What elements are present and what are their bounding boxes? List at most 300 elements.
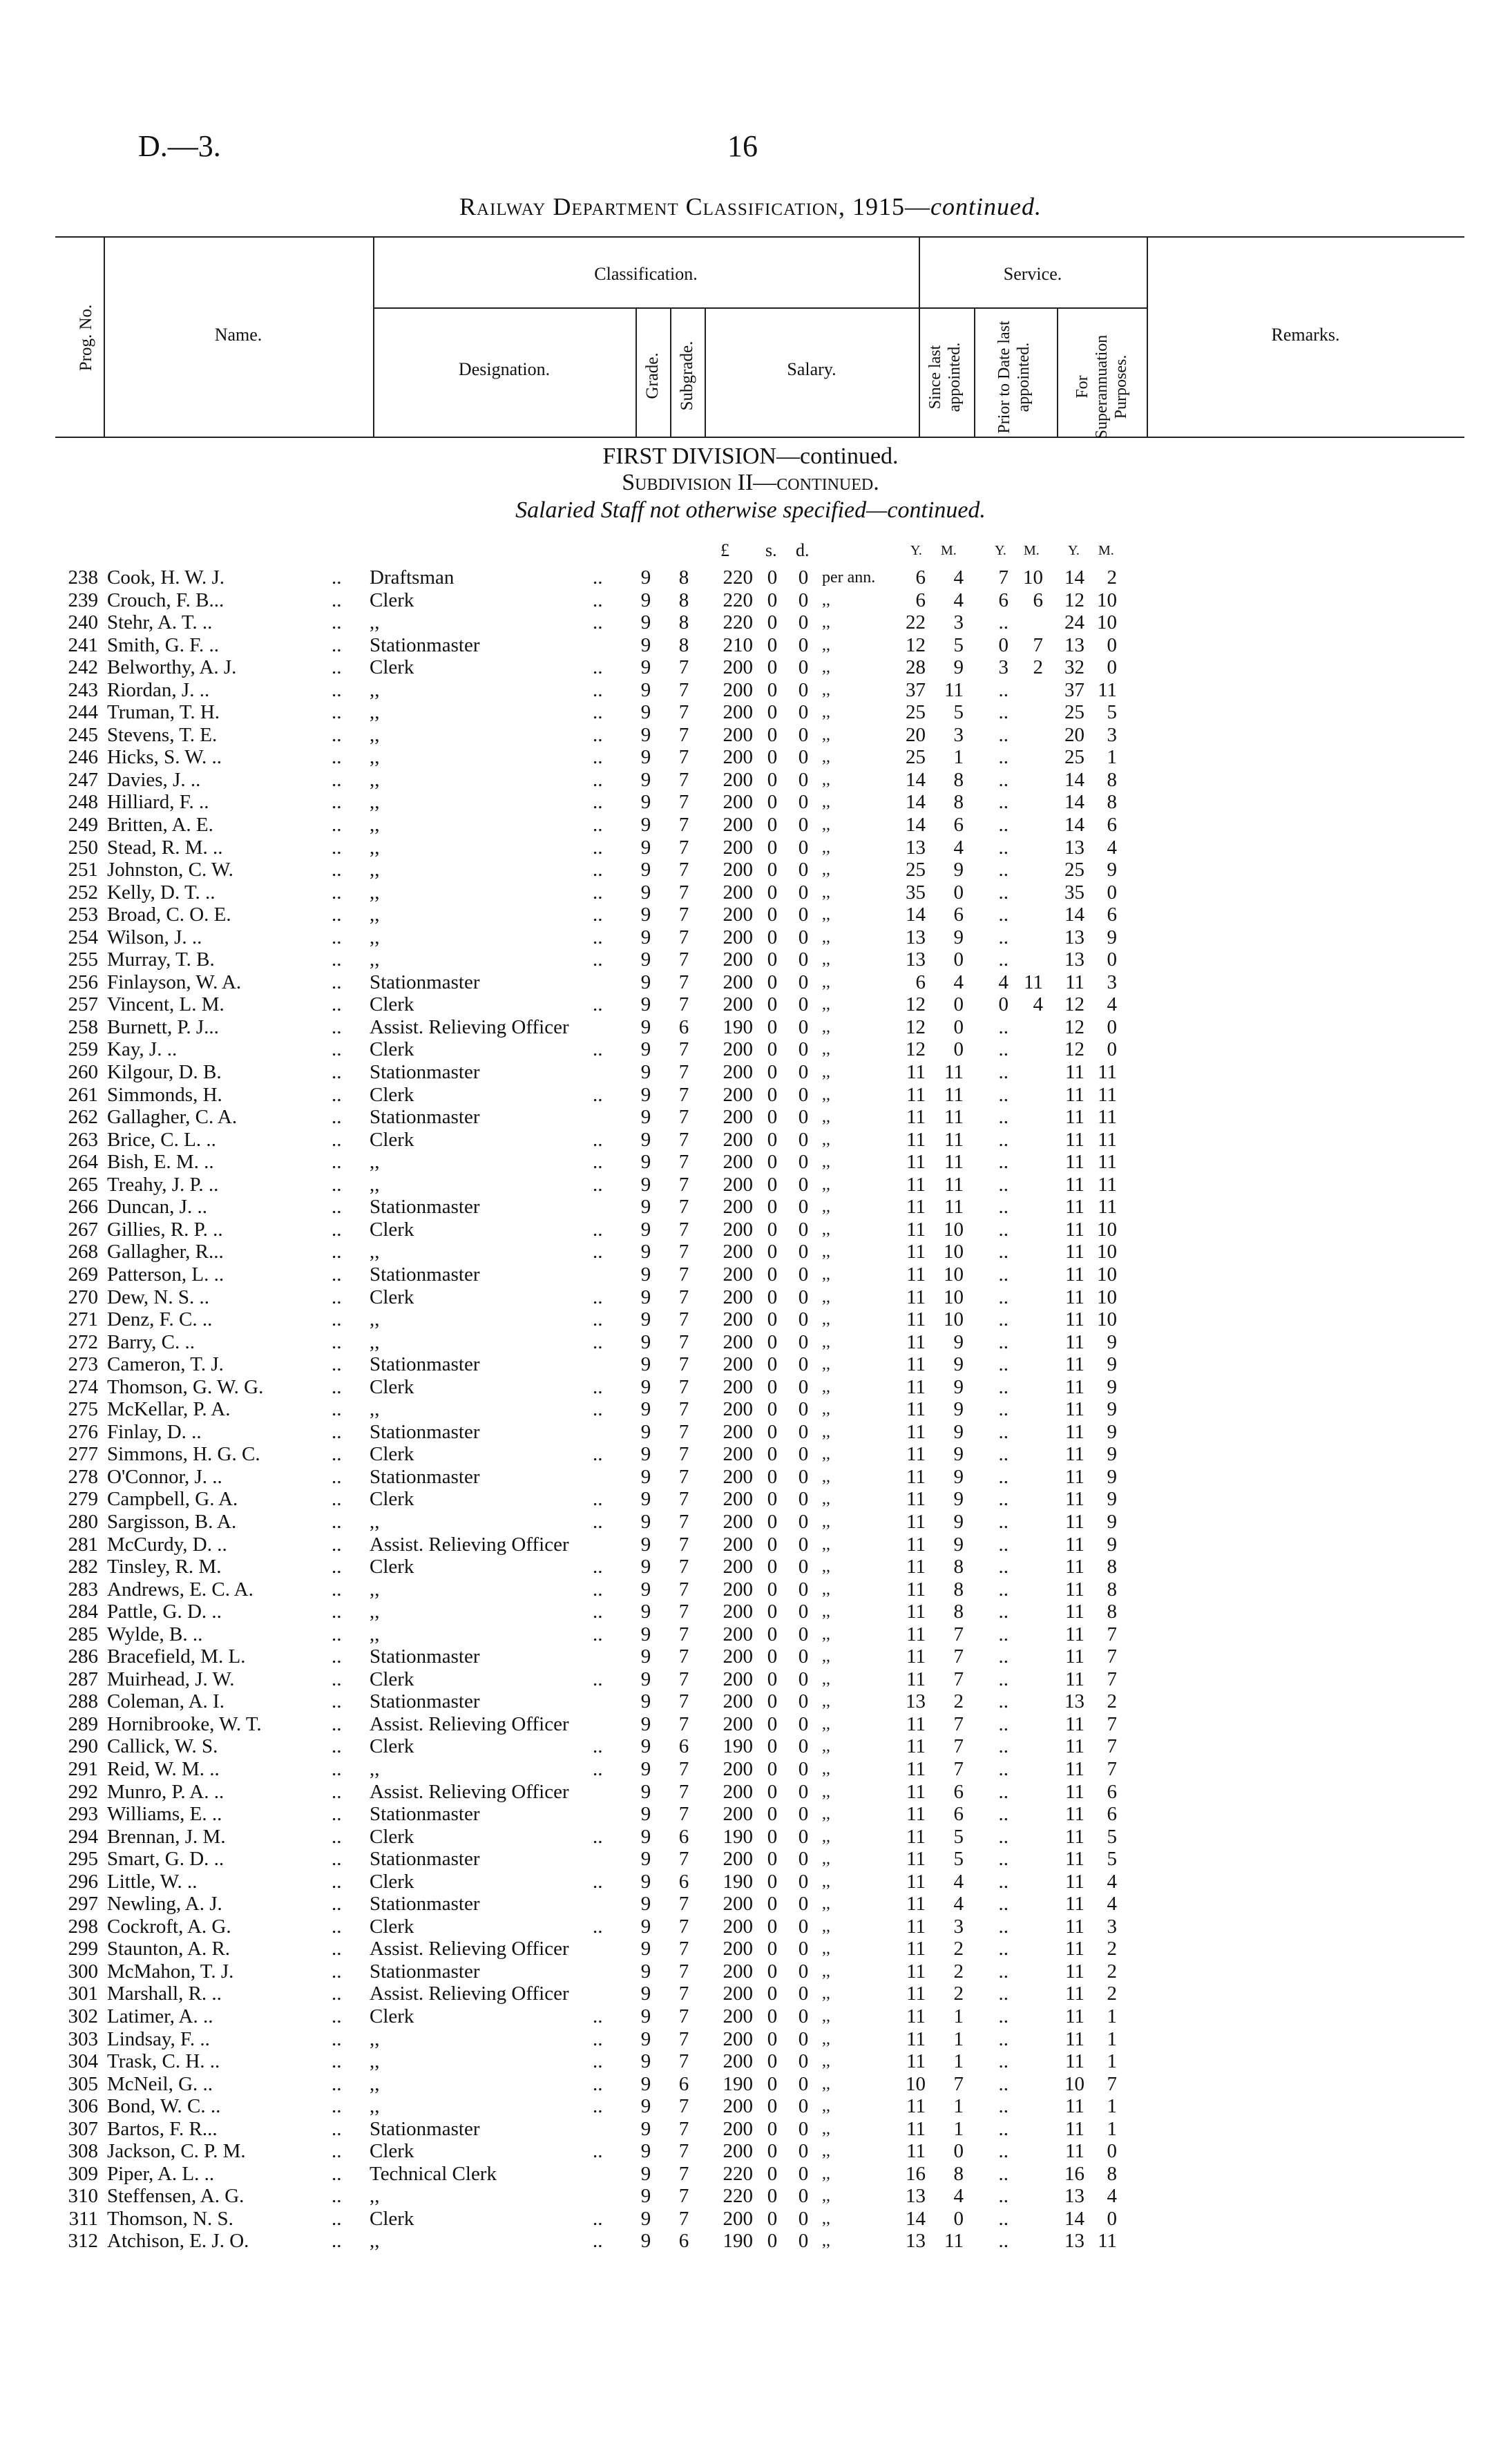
salary-period: ,,: [822, 2119, 830, 2138]
designation: ,,: [370, 2072, 380, 2095]
since-last-months: 7: [953, 1623, 964, 1645]
subgrade: 7: [678, 1690, 689, 1713]
grade: 9: [640, 1308, 651, 1331]
name: Kelly, D. T. ..: [107, 881, 216, 904]
salary-pounds: 200: [723, 1645, 753, 1668]
super-years: 11: [1065, 1420, 1084, 1443]
prior-years: ..: [998, 904, 1008, 926]
leader-dots: ..: [332, 881, 342, 904]
subgrade: 7: [678, 1061, 689, 1084]
salary-pounds: 200: [723, 2050, 753, 2073]
since-last-months: 0: [953, 1038, 964, 1061]
name: Hornibrooke, W. T.: [107, 1712, 262, 1735]
subgrade: 7: [678, 1173, 689, 1196]
table-row: [0, 1353, 1501, 1376]
since-last-months: 10: [944, 1286, 964, 1308]
salary-pounds: 200: [723, 1780, 753, 1803]
subgrade: 7: [678, 678, 689, 701]
prior-years: ..: [998, 1960, 1008, 1983]
prog-no: 242: [68, 656, 98, 679]
leader-dots: ..: [593, 926, 603, 948]
table-row: [0, 611, 1501, 634]
name: Steffensen, A. G.: [107, 2185, 245, 2208]
name: Muirhead, J. W.: [107, 1668, 235, 1690]
since-last-months: 1: [953, 2027, 964, 2050]
table-row: [0, 1690, 1501, 1713]
leader-dots: ..: [332, 814, 342, 837]
prog-no: 256: [68, 971, 98, 993]
super-months: 11: [1098, 1061, 1117, 1084]
salary-pence: 0: [798, 2095, 809, 2118]
salary-shillings: 0: [767, 2072, 778, 2095]
leader-dots: ..: [332, 1623, 342, 1645]
table-row: [0, 1263, 1501, 1286]
table-row: [0, 2073, 1501, 2096]
salary-pounds: 200: [723, 2095, 753, 2118]
designation: ,,: [370, 1623, 380, 1645]
designation: Stationmaster: [370, 1420, 480, 1443]
salary-period: ,,: [822, 2164, 830, 2183]
salary-pounds: 200: [723, 1757, 753, 1780]
salary-pence: 0: [798, 1578, 809, 1601]
prior-years: ..: [998, 1308, 1008, 1331]
designation: ,,: [370, 1601, 380, 1623]
salary-pounds: 200: [723, 1420, 753, 1443]
prog-no: 284: [68, 1601, 98, 1623]
salary-pence: 0: [798, 1398, 809, 1421]
salary-period: ,,: [822, 658, 830, 677]
super-years: 11: [1065, 1128, 1084, 1151]
super-months: 1: [1107, 2027, 1117, 2050]
since-last-years: 11: [906, 1510, 926, 1533]
prog-no: 282: [68, 1556, 98, 1578]
salary-pounds: 200: [723, 1151, 753, 1174]
salary-pence: 0: [798, 2027, 809, 2050]
leader-dots: ..: [332, 566, 342, 589]
subgrade: 7: [678, 1308, 689, 1331]
grade: 9: [640, 1443, 651, 1466]
table-row: [0, 1556, 1501, 1578]
salary-pounds: 190: [723, 2072, 753, 2095]
salary-shillings: 0: [767, 2140, 778, 2163]
prior-years: ..: [998, 1241, 1008, 1263]
prog-no-header: Prog. No.: [77, 304, 95, 372]
designation: Clerk: [370, 1443, 414, 1466]
since-last-months: 7: [953, 1645, 964, 1668]
designation: Stationmaster: [370, 2117, 480, 2140]
prior-years: 7: [998, 566, 1008, 589]
prog-no: 272: [68, 1330, 98, 1353]
salary-pounds: 200: [723, 2117, 753, 2140]
salary-pounds: 200: [723, 1488, 753, 1511]
since-last-months: 8: [953, 1601, 964, 1623]
since-last-years: 11: [906, 1915, 926, 1938]
subgrade: 8: [678, 566, 689, 589]
salary-shillings: 0: [767, 1915, 778, 1938]
salary-period: ,,: [822, 1850, 830, 1869]
since-last-years: 11: [906, 1960, 926, 1983]
salary-shillings: 0: [767, 1938, 778, 1960]
since-last-years: 20: [906, 723, 926, 746]
leader-dots: ..: [332, 1061, 342, 1084]
salary-pence: 0: [798, 1173, 809, 1196]
since-last-months: 4: [953, 1893, 964, 1916]
leader-dots: ..: [332, 1893, 342, 1916]
leader-dots: ..: [593, 1578, 603, 1601]
designation: ,,: [370, 1330, 380, 1353]
since-last-years: 11: [906, 1398, 926, 1421]
leader-dots: ..: [593, 2095, 603, 2118]
salary-pence: 0: [798, 1286, 809, 1308]
leader-dots: ..: [593, 2050, 603, 2073]
prior-years: ..: [998, 1443, 1008, 1466]
salary-shillings: 0: [767, 904, 778, 926]
salary-pence: 0: [798, 1870, 809, 1893]
since-last-years: 11: [906, 1668, 926, 1690]
leader-dots: ..: [593, 1398, 603, 1421]
salary-pounds: 200: [723, 1578, 753, 1601]
salary-pence: 0: [798, 1938, 809, 1960]
since-last-years: 16: [906, 2162, 926, 2185]
grade: 9: [640, 1151, 651, 1174]
prog-no: 273: [68, 1353, 98, 1376]
subgrade: 7: [678, 1848, 689, 1871]
salary-period: ,,: [822, 973, 830, 991]
salary-shillings: 0: [767, 1038, 778, 1061]
designation: Stationmaster: [370, 1960, 480, 1983]
leader-dots: ..: [332, 1601, 342, 1623]
since-last-years: 11: [906, 1757, 926, 1780]
subgrade: 7: [678, 1038, 689, 1061]
since-last-months: 3: [953, 611, 964, 634]
salary-pounds: 200: [723, 1308, 753, 1331]
super-years: 12: [1064, 589, 1084, 611]
prior-years: ..: [998, 2072, 1008, 2095]
salary-shillings: 0: [767, 1083, 778, 1106]
salary-pounds: 190: [723, 1015, 753, 1038]
subgrade-header: Subgrade.: [678, 341, 696, 411]
salary-pounds: 200: [723, 1330, 753, 1353]
designation: ,,: [370, 1398, 380, 1421]
designation: ,,: [370, 2050, 380, 2073]
salary-period: ,,: [822, 725, 830, 744]
salary-shillings: 0: [767, 1578, 778, 1601]
grade: 9: [640, 701, 651, 724]
designation: ,,: [370, 881, 380, 904]
name: Bish, E. M. ..: [107, 1151, 214, 1174]
salary-pence: 0: [798, 1151, 809, 1174]
salary-pence: 0: [798, 1015, 809, 1038]
prog-no: 299: [68, 1938, 98, 1960]
salary-shillings: 0: [767, 746, 778, 769]
leader-dots: ..: [593, 1870, 603, 1893]
prior-years: ..: [998, 2027, 1008, 2050]
grade: 9: [640, 1601, 651, 1623]
salary-pence: 0: [798, 1556, 809, 1578]
salary-period: ,,: [822, 1535, 830, 1554]
salary-pence: 0: [798, 2230, 809, 2253]
salary-period: ,,: [822, 2097, 830, 2116]
name: Andrews, E. C. A.: [107, 1578, 254, 1601]
table-row: [0, 679, 1501, 702]
prior-years: ..: [998, 2207, 1008, 2230]
subgrade: 7: [678, 1645, 689, 1668]
leader-dots: ..: [593, 723, 603, 746]
leader-dots: ..: [332, 656, 342, 679]
designation: ,,: [370, 836, 380, 859]
table-row: [0, 1601, 1501, 1623]
table-row: [0, 2163, 1501, 2186]
salary-pounds: 200: [723, 746, 753, 769]
prior-years: ..: [998, 2185, 1008, 2208]
subgrade: 7: [678, 836, 689, 859]
since-last-months: 9: [953, 1443, 964, 1466]
super-years: 11: [1065, 1173, 1084, 1196]
salary-pounds: 200: [723, 1533, 753, 1556]
since-last-months: 4: [953, 566, 964, 589]
prog-no: 290: [68, 1735, 98, 1758]
name: Thomson, N. S.: [107, 2207, 233, 2230]
subgrade: 7: [678, 2162, 689, 2185]
designation: Stationmaster: [370, 1803, 480, 1826]
salary-pounds: 200: [723, 1983, 753, 2005]
table-row: [0, 1241, 1501, 1263]
since-last-months: 1: [953, 746, 964, 769]
name: Murray, T. B.: [107, 948, 215, 971]
prior-years: ..: [998, 1623, 1008, 1645]
salary-pence: 0: [798, 948, 809, 971]
salary-pence: 0: [798, 1106, 809, 1129]
subgrade: 7: [678, 1241, 689, 1263]
prior-years: ..: [998, 1151, 1008, 1174]
grade: 9: [640, 678, 651, 701]
since-last-years: 6: [915, 566, 926, 589]
prior-years: 6: [998, 589, 1008, 611]
leader-dots: ..: [593, 1601, 603, 1623]
salary-shillings: 0: [767, 993, 778, 1016]
salary-pence: 0: [798, 1218, 809, 1241]
name: Piper, A. L. ..: [107, 2162, 215, 2185]
salary-period: ,,: [822, 883, 830, 901]
salary-shillings: 0: [767, 1848, 778, 1871]
salary-period: ,,: [822, 1310, 830, 1329]
table-row: [0, 1826, 1501, 1849]
prog-no: 312: [68, 2230, 98, 2253]
designation: Assist. Relieving Officer: [370, 1533, 569, 1556]
name: Jackson, C. P. M.: [107, 2140, 246, 2163]
salary-pounds: 200: [723, 1510, 753, 1533]
leader-dots: ..: [332, 1038, 342, 1061]
salary-shillings: 0: [767, 2230, 778, 2253]
super-years: 11: [1065, 2027, 1084, 2050]
salary-period: ,,: [822, 1288, 830, 1306]
grade: 9: [640, 1983, 651, 2005]
prior-years: 4: [998, 971, 1008, 993]
leader-dots: ..: [593, 948, 603, 971]
super-months: 10: [1097, 1286, 1117, 1308]
grade: 9: [640, 881, 651, 904]
prog-no: 275: [68, 1398, 98, 1421]
table-row: [0, 566, 1501, 589]
leader-dots: ..: [593, 1308, 603, 1331]
table-row: [0, 1960, 1501, 1983]
since-last-years: 28: [906, 656, 926, 679]
designation: Stationmaster: [370, 1893, 480, 1916]
salary-period: ,,: [822, 838, 830, 857]
super-years: 16: [1064, 2162, 1084, 2185]
designation: Draftsman: [370, 566, 455, 589]
salary-pounds: 200: [723, 1398, 753, 1421]
salary-pounds: 200: [723, 1690, 753, 1713]
salary-pounds: 190: [723, 1735, 753, 1758]
designation: Stationmaster: [370, 1061, 480, 1084]
months-unit: M.: [941, 543, 957, 558]
salary-pence: 0: [798, 1735, 809, 1758]
since-last-months: 10: [944, 1308, 964, 1331]
prog-no: 276: [68, 1420, 98, 1443]
classification-header: Classification.: [594, 264, 698, 284]
designation: Technical Clerk: [370, 2162, 497, 2185]
leader-dots: ..: [593, 746, 603, 769]
since-last-years: 11: [906, 1286, 926, 1308]
since-last-years: 11: [906, 1353, 926, 1376]
salary-pounds: 200: [723, 859, 753, 881]
designation: ,,: [370, 611, 380, 634]
salary-pounds: 200: [723, 1286, 753, 1308]
table-row: [0, 1376, 1501, 1399]
salary-period: ,,: [822, 1759, 830, 1778]
super-months: 10: [1097, 611, 1117, 634]
leader-dots: ..: [332, 1218, 342, 1241]
since-last-years: 11: [906, 1893, 926, 1916]
salary-period: ,,: [822, 906, 830, 924]
designation: ,,: [370, 791, 380, 814]
designation: Clerk: [370, 1556, 414, 1578]
super-months: 6: [1107, 814, 1117, 837]
grade: 9: [640, 1623, 651, 1645]
name: Gallagher, C. A.: [107, 1106, 238, 1129]
designation: Clerk: [370, 1668, 414, 1690]
super-years: 11: [1065, 1106, 1084, 1129]
grade: 9: [640, 1915, 651, 1938]
table-row: [0, 1893, 1501, 1916]
since-last-years: 11: [906, 1938, 926, 1960]
prog-no: 248: [68, 791, 98, 814]
grade: 9: [640, 1015, 651, 1038]
name: Callick, W. S.: [107, 1735, 218, 1758]
salary-pence: 0: [798, 1510, 809, 1533]
super-years: 11: [1065, 1308, 1084, 1331]
leader-dots: ..: [332, 1960, 342, 1983]
prog-no: 257: [68, 993, 98, 1016]
since-last-months: 9: [953, 859, 964, 881]
super-years: 20: [1064, 723, 1084, 746]
table-row: [0, 2230, 1501, 2253]
since-last-months: 6: [953, 814, 964, 837]
salary-shillings: 0: [767, 768, 778, 791]
salary-period: ,,: [822, 1265, 830, 1283]
salary-period: per ann.: [822, 569, 876, 586]
subgrade: 7: [678, 904, 689, 926]
name: Broad, C. O. E.: [107, 904, 231, 926]
grade: 9: [640, 2117, 651, 2140]
super-years: 11: [1065, 1848, 1084, 1871]
prior-years: ..: [998, 1803, 1008, 1826]
designation: Clerk: [370, 1128, 414, 1151]
salary-pounds: 200: [723, 1623, 753, 1645]
super-months: 9: [1107, 1420, 1117, 1443]
since-last-years: 11: [906, 1173, 926, 1196]
salary-pounds: 200: [723, 1038, 753, 1061]
since-last-months: 8: [953, 768, 964, 791]
staff-heading: Salaried Staff not otherwise specified—continued.: [515, 497, 986, 523]
prior-years: ..: [998, 723, 1008, 746]
prog-no: 274: [68, 1375, 98, 1398]
super-years: 14: [1064, 814, 1084, 837]
name: Campbell, G. A.: [107, 1488, 238, 1511]
salary-pounds: 220: [723, 611, 753, 634]
super-months: 7: [1107, 1668, 1117, 1690]
salary-shillings: 0: [767, 1690, 778, 1713]
super-years: 11: [1065, 1151, 1084, 1174]
since-last-months: 11: [944, 1083, 964, 1106]
name: Bond, W. C. ..: [107, 2095, 221, 2118]
salary-shillings: 0: [767, 2207, 778, 2230]
name: Hicks, S. W. ..: [107, 746, 222, 769]
grade: 9: [640, 2072, 651, 2095]
super-months: 7: [1107, 2072, 1117, 2095]
salary-shillings: 0: [767, 1128, 778, 1151]
salary-shillings: 0: [767, 1623, 778, 1645]
super-years: 35: [1064, 881, 1084, 904]
leader-dots: ..: [593, 2027, 603, 2050]
since-last-months: 9: [953, 1353, 964, 1376]
table-row: [0, 1286, 1501, 1309]
prog-no: 310: [68, 2185, 98, 2208]
super-years: 14: [1064, 904, 1084, 926]
prior-years: ..: [998, 768, 1008, 791]
prior-years: ..: [998, 1757, 1008, 1780]
salary-period: ,,: [822, 1445, 830, 1464]
name: Newling, A. J.: [107, 1893, 222, 1916]
since-last-months: 4: [953, 836, 964, 859]
since-last-years: 11: [906, 1735, 926, 1758]
super-months: 11: [1098, 678, 1117, 701]
since-last-months: 4: [953, 2185, 964, 2208]
since-last-months: 9: [953, 656, 964, 679]
prog-no: 292: [68, 1780, 98, 1803]
salary-shillings: 0: [767, 836, 778, 859]
name: Wilson, J. ..: [107, 926, 202, 948]
grade: 9: [640, 1173, 651, 1196]
super-years: 11: [1065, 1938, 1084, 1960]
leader-dots: ..: [332, 1938, 342, 1960]
super-months: 0: [1107, 656, 1117, 679]
salary-period: ,,: [822, 2232, 830, 2251]
super-months: 9: [1107, 1353, 1117, 1376]
designation: ,,: [370, 926, 380, 948]
salary-period: ,,: [822, 1243, 830, 1261]
col-divider: [670, 307, 671, 437]
leader-dots: ..: [332, 2117, 342, 2140]
designation: ,,: [370, 768, 380, 791]
since-last-months: 9: [953, 1375, 964, 1398]
grade: 9: [640, 1893, 651, 1916]
grade: 9: [640, 1712, 651, 1735]
salary-shillings: 0: [767, 2117, 778, 2140]
super-years: 11: [1065, 2140, 1084, 2163]
salary-period: ,,: [822, 928, 830, 946]
